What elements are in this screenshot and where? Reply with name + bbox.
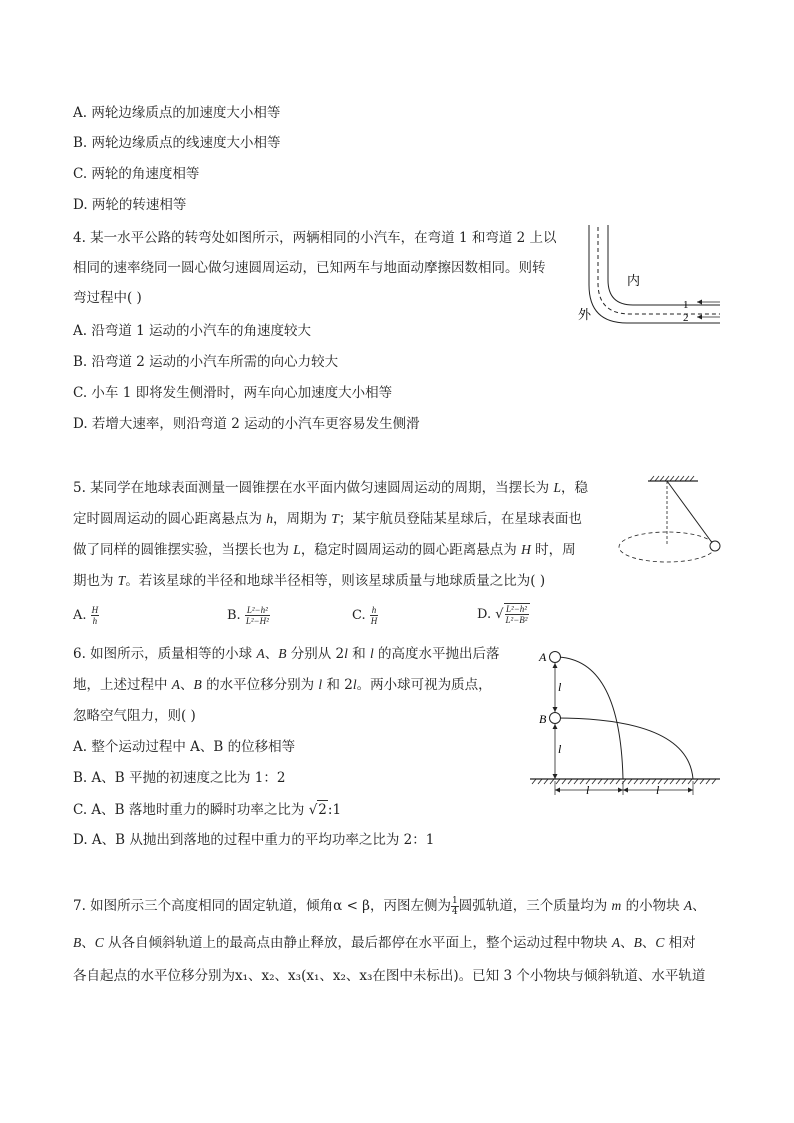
q6-label-a: A [539, 650, 547, 664]
q6-stem-line2: 地，上述过程中 A、B 的水平位移分别为 l 和 2l。两小球可视为质点， [73, 677, 492, 693]
q6-label-l-left: l [586, 783, 590, 797]
q4-stem-line3: 弯过程中( ) [73, 290, 142, 306]
q4-label-inner: 内 [627, 273, 641, 288]
q7-stem-line2: B、C 从各自倾斜轨道上的最高点由静止释放，最后都停在水平面上，整个运动过程中物块 A、B、C 相对 [73, 935, 696, 951]
q6-option-a: A. 整个运动过程中 A、B 的位移相等 [73, 739, 296, 755]
q6-label-l-bottom: l [558, 742, 562, 756]
q5-option-c: C. $\frac{h}{H}$ [352, 605, 378, 626]
q5-option-b: B. $\frac{\text{L²−h²}}{\text{L²−H²}}$ [227, 605, 269, 626]
q6-option-c: C. A、B 落地时重力的瞬时功率之比为 √2:1 [73, 802, 342, 818]
q7-stem-line3: 各自起点的水平位移分别为x₁、x₂、x₃(x₁、x₂、x₃在图中未标出)。已知 3 个小物块与倾斜轨道、水平轨道 [73, 968, 706, 984]
q3-option-a: A. 两轮边缘质点的加速度大小相等 [73, 105, 281, 121]
q4-option-d: D. 若增大速率，则沿弯道 2 运动的小汽车更容易发生侧滑 [73, 416, 420, 432]
q3-option-b: B. 两轮边缘质点的线速度大小相等 [73, 135, 281, 151]
q6-label-l-right: l [656, 783, 660, 797]
q4-stem-line2: 相同的速率绕同一圆心做匀速圆周运动，已知两车与地面动摩擦因数相同。则转 [73, 260, 546, 276]
q5-option-d: D. √ $\frac{\text{L²−h²}}{\text{L²−B²}}$ [477, 604, 528, 625]
q6-option-d: D. A、B 从抛出到落地的过程中重力的平均功率之比为 2：1 [73, 832, 435, 848]
q3-option-c: C. 两轮的角速度相等 [73, 166, 200, 182]
q7-stem-line1: 7. 如图所示三个高度相同的固定轨道，倾角α < β，丙图左侧为 $\frac{1}{4}$ 圆弧轨道，三个质量均为 m 的小物块 A、 [73, 896, 706, 917]
q6-label-b: B [539, 712, 547, 726]
q5-stem-line4: 期也为 T。若该星球的半径和地球半径相等，则该星球质量与地球质量之比为( ) [73, 573, 546, 589]
q4-label-lane1: 1 [683, 299, 689, 311]
q6-stem-line1: 6. 如图所示，质量相等的小球 A、B 分别从 2l 和 l 的高度水平抛出后落 [73, 646, 500, 662]
q6-projectile-figure [530, 645, 730, 800]
q4-label-outer: 外 [578, 307, 592, 322]
q5-option-a: A. $\frac{H}{h}$ [73, 605, 99, 626]
q5-stem-line3: 做了同样的圆锥摆实验，当摆长也为 L，稳定时圆周运动的圆心距离悬点为 H 时，周 [73, 542, 576, 558]
q4-option-b: B. 沿弯道 2 运动的小汽车所需的向心力较大 [73, 354, 339, 370]
q5-stem-line1: 5. 某同学在地球表面测量一圆锥摆在水平面内做匀速圆周运动的周期，当摆长为 L，稳 [73, 480, 588, 496]
q5-pendulum-figure [610, 475, 730, 575]
q3-option-d: D. 两轮的转速相等 [73, 197, 187, 213]
q4-curve-figure [575, 225, 725, 330]
q4-label-lane2: 2 [683, 312, 689, 324]
q4-stem-line1: 4. 某一水平公路的转弯处如图所示，两辆相同的小汽车，在弯道 1 和弯道 2 上以 [73, 230, 557, 246]
q4-option-c: C. 小车 1 即将发生侧滑时，两车向心加速度大小相等 [73, 385, 393, 401]
q6-label-l-top: l [558, 680, 562, 694]
q5-stem-line2: 定时圆周运动的圆心距离悬点为 h，周期为 T；某宇航员登陆某星球后，在星球表面也 [73, 511, 582, 527]
q6-stem-line3: 忽略空气阻力，则( ) [73, 708, 196, 724]
q4-option-a: A. 沿弯道 1 运动的小汽车的角速度较大 [73, 323, 312, 339]
q6-option-b: B. A、B 平抛的初速度之比为 1：2 [73, 770, 286, 786]
